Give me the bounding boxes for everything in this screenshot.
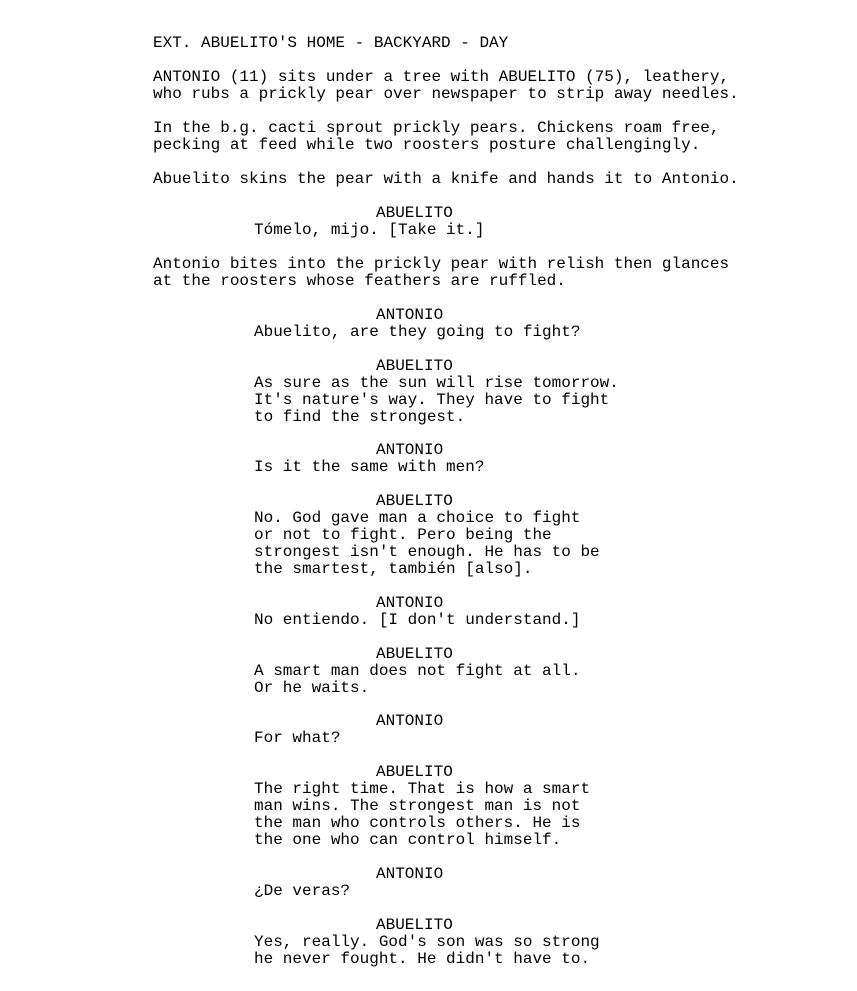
scene-heading: EXT. ABUELITO'S HOME - BACKYARD - DAY [153,34,509,52]
dialogue-line: or not to fight. Pero being the [254,526,552,544]
dialogue-line: Yes, really. God's son was so strong [254,933,600,951]
character-cue: ANTONIO [376,441,444,459]
action-line: who rubs a prickly pear over newspaper to strip away needles. [153,85,739,103]
character-cue: ABUELITO [376,916,453,934]
action-line: ANTONIO (11) sits under a tree with ABUELITO (75), leathery, [153,68,730,86]
dialogue-line: Or he waits. [254,679,370,697]
character-cue: ABUELITO [376,645,453,663]
dialogue-line: man wins. The strongest man is not [254,797,581,815]
character-cue: ANTONIO [376,594,444,612]
action-line: pecking at feed while two roosters posture challengingly. [153,136,701,154]
character-cue: ABUELITO [376,492,453,510]
dialogue-line: the one who can control himself. [254,831,562,849]
character-cue: ABUELITO [376,204,453,222]
dialogue-line: Tómelo, mijo. [Take it.] [254,221,485,239]
action-line: Abuelito skins the pear with a knife and hands it to Antonio. [153,170,739,188]
character-cue: ANTONIO [376,306,444,324]
action-line: Antonio bites into the prickly pear with relish then glances [153,255,730,273]
action-line: In the b.g. cacti sprout prickly pears. Chickens roam free, [153,119,720,137]
action-line: at the roosters whose feathers are ruffled. [153,272,566,290]
character-cue: ABUELITO [376,357,453,375]
dialogue-line: he never fought. He didn't have to. [254,950,591,968]
dialogue-line: the smartest, también [also]. [254,560,533,578]
character-cue: ABUELITO [376,763,453,781]
dialogue-line: It's nature's way. They have to fight [254,391,610,409]
character-cue: ANTONIO [376,712,444,730]
dialogue-line: ¿De veras? [254,882,351,900]
dialogue-line: strongest isn't enough. He has to be [254,543,600,561]
dialogue-line: Abuelito, are they going to fight? [254,323,581,341]
dialogue-line: For what? [254,729,341,747]
dialogue-line: The right time. That is how a smart [254,780,591,798]
dialogue-line: No. God gave man a choice to fight [254,509,581,527]
character-cue: ANTONIO [376,865,444,883]
dialogue-line: A smart man does not fight at all. [254,662,581,680]
dialogue-line: No entiendo. [I don't understand.] [254,611,581,629]
dialogue-line: Is it the same with men? [254,458,485,476]
dialogue-line: the man who controls others. He is [254,814,581,832]
dialogue-line: to find the strongest. [254,408,466,426]
dialogue-line: As sure as the sun will rise tomorrow. [254,374,619,392]
